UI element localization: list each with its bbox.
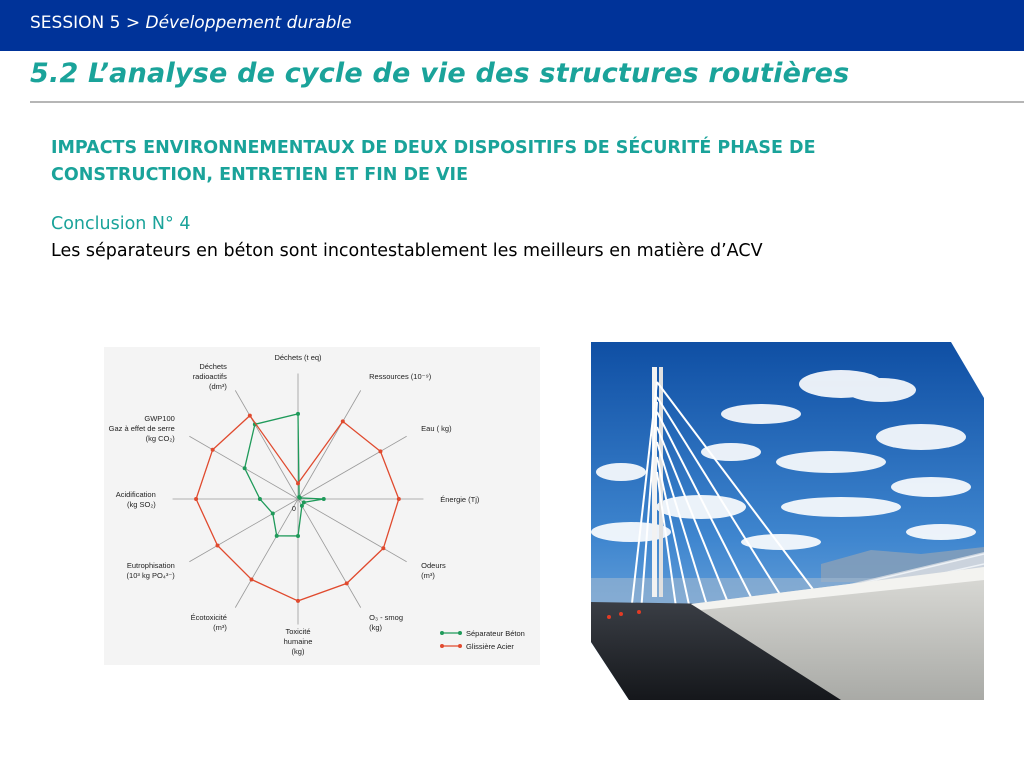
radar-point [250, 578, 254, 582]
radar-point [345, 581, 349, 585]
radar-axis-label: Eau ( kg) [421, 423, 452, 433]
conclusion-title: Conclusion N° 4 [51, 214, 191, 234]
radar-point [248, 414, 252, 418]
radar-axis-label: Acidification (kg SO₂) [115, 490, 156, 509]
radar-point [378, 449, 382, 453]
radar-point [271, 512, 275, 516]
radar-axis-label: Toxicité humaine (kg) [283, 627, 313, 657]
radar-axis-label: Déchets radioactifs (dm³) [192, 361, 227, 391]
legend-label: Séparateur Béton [466, 629, 525, 638]
radar-axis-label: Eutrophisation (10³ kg PO₄³⁻) [126, 561, 175, 581]
legend-label: Glissière Acier [466, 642, 514, 651]
radar-point [258, 497, 262, 501]
slide-title: 5.2 L’analyse de cycle de vie des structures routières [30, 58, 850, 89]
session-label [30, 13, 352, 33]
legend-marker [440, 644, 444, 648]
radar-origin-label: 0 [292, 506, 296, 513]
title-divider [30, 101, 1024, 103]
radar-point [296, 599, 300, 603]
legend-marker [458, 631, 462, 635]
radar-point [215, 543, 219, 547]
radar-point [397, 497, 401, 501]
legend-marker [458, 644, 462, 648]
radar-point [298, 496, 302, 500]
radar-point [300, 504, 304, 508]
radar-point [296, 534, 300, 538]
radar-point [275, 534, 279, 538]
radar-axis-label: O₃ - smog (kg) [369, 613, 404, 633]
session-subtitle: Développement durable [145, 13, 352, 33]
radar-point [296, 481, 300, 485]
radar-point [341, 419, 345, 423]
bridge-photo [591, 342, 984, 700]
radar-axis-label: Odeurs (m³) [421, 561, 446, 581]
section-heading: IMPACTS ENVIRONNEMENTAUX DE DEUX DISPOSITIFS DE SÉCURITÉ PHASE DE CONSTRUCTION, ENTRETIEN ET FIN DE VIE [51, 138, 816, 185]
session-number: SESSION 5 > [30, 13, 141, 33]
radar-point [211, 448, 215, 452]
radar-point [194, 497, 198, 501]
radar-axis-label: GWP100 Gaz à effet de serre (kg CO₂) [108, 413, 175, 443]
radar-point [381, 546, 385, 550]
radar-axis-label: Ressources (10⁻⁹) [369, 371, 432, 381]
radar-axis-label: Déchets (t eq) [274, 352, 322, 362]
header-bar [0, 0, 1024, 51]
radar-axis-label: Énergie (Tj) [440, 495, 480, 504]
radar-chart [104, 347, 540, 665]
legend-marker [440, 631, 444, 635]
radar-point [322, 497, 326, 501]
radar-axis-label: Écotoxicité (m³) [190, 613, 227, 633]
radar-point [243, 466, 247, 470]
radar-point [302, 500, 306, 504]
radar-point [296, 412, 300, 416]
conclusion-text: Les séparateurs en béton sont incontestablement les meilleurs en matière d’ACV [51, 241, 763, 261]
